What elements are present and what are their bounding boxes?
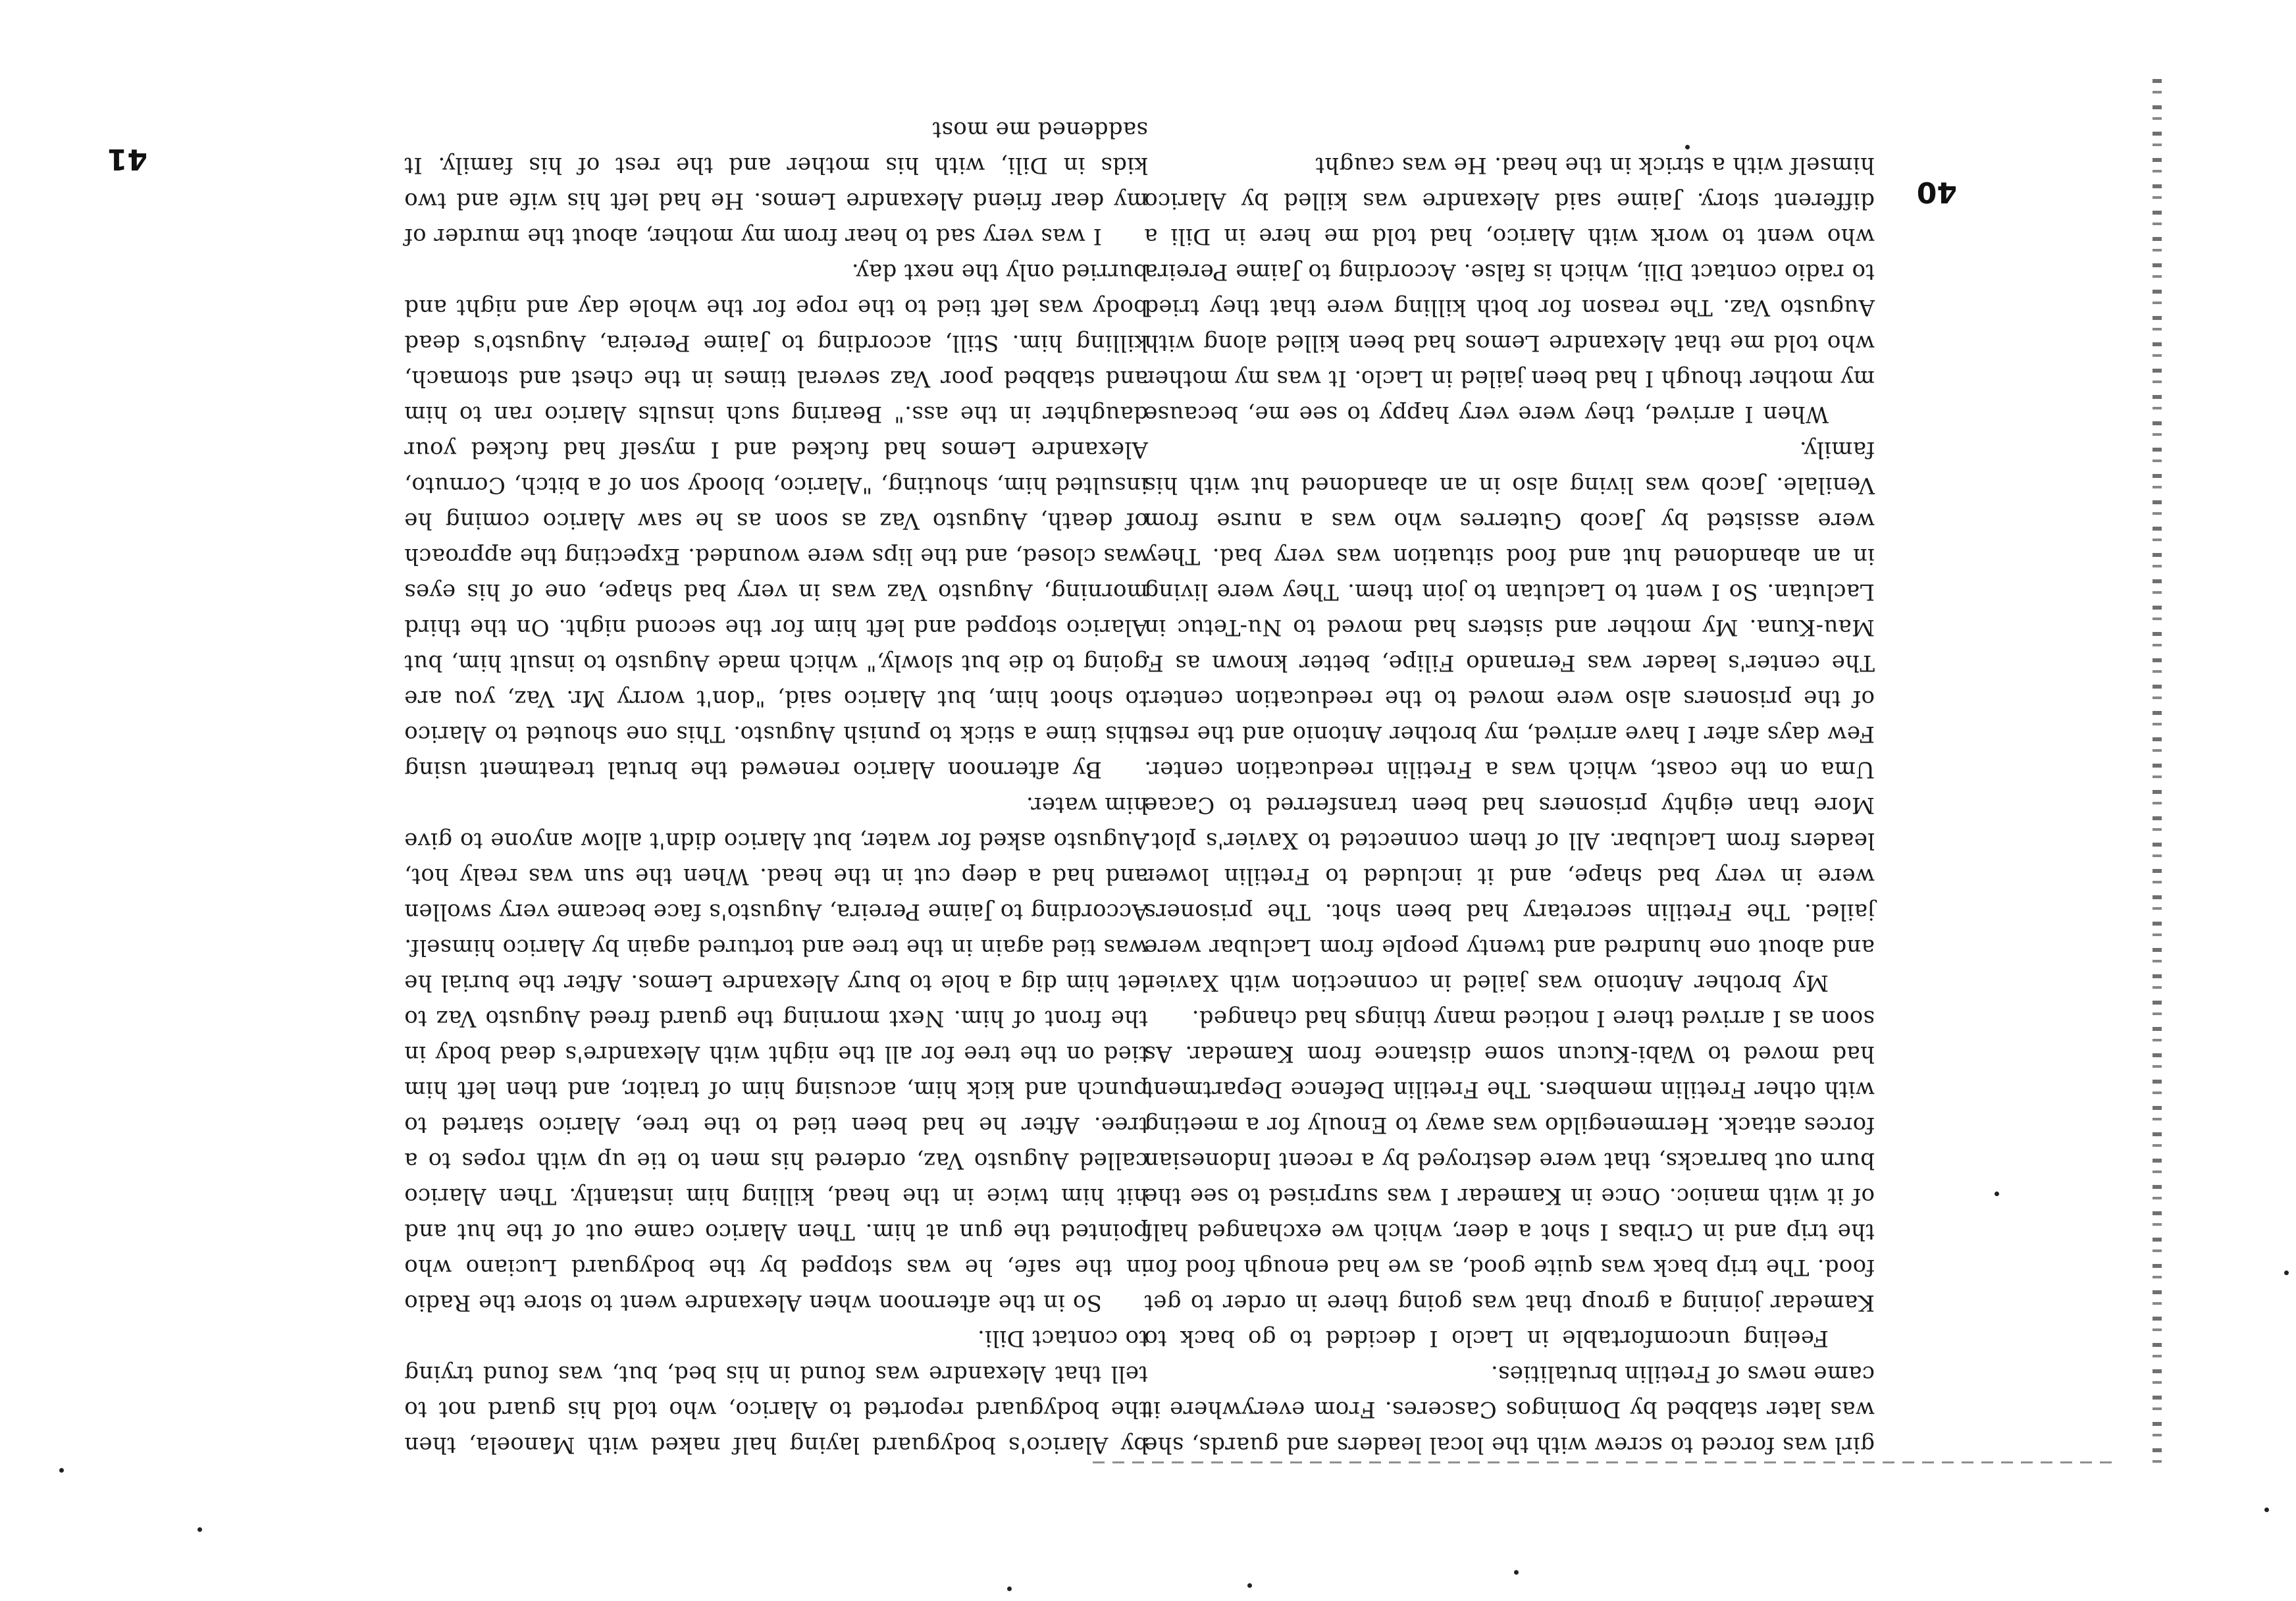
paragraph: girl was forced to screw with the local leaders and guards, she was later stabbed by Domingos Casceres. From everywhere it came news of Fretilin brutalities. [1144,1361,1875,1458]
paragraph: My brother Antonio was jailed in connection with Xavier and about one hundred and twenty people from Laclubar were jailed. The Fretilin secretary had been shot. The prisoners were in very bad shape, and it included to Fretilin lower leaders from Laclubar. All of them connected to Xavier's plot. More than eighty prisoners had been transferred to Cacae Uma on the coast, which was a Fretilin reeducation center. Few days after I have arrived, my brother Antonio and the rest of the prisoners also were moved to the reeducation center. The center's leader was Fernando Filipe, better known as F. Mau-Kuna. My mother and sisters had moved to Nu-Tetuc in Laclutan. So I went to Laclutan to join them. They were living in an abandoned hut and food situation was very bad. They were assisted by Jacob Guterres who was a nurse from Venilale. Jacob was living also in an abandoned hut with his family. [1144,436,1875,996]
page-number: 40 [1916,175,1957,209]
paragraph: By afternoon Alarico renewed the brutal treatment using this time a stick to punish Augusto. This one shouted to Alarico to shoot him, but Alarico said, "don't worry Mr. Vaz, you are going to die but slowly," which made Augusto to insult him, but Alarico stopped and left him for the second night. On the third morning, Augusto Vaz was in very bad shape, one of his eyes was closed, and the lips were wounded. Expecting the approach of death, Augusto Vaz as soon as he saw Alarico coming he insulted him, shouting, "Alarico, bloody son of a bitch, Cornuto, Alexandre Lemos had fucked and I myself had fucked your daughter in the ass." Bearing such insults Alarico ran to him and stabbed poor Vaz several times in the chest and stomach, killing him. Still, according to Jaime Pereira, Augusto's dead body was left tied to the rope for the whole day and night and burried only the next day. [404,259,1148,783]
page-40 [1144,0,2296,1601]
page-40-text [1144,147,1875,1463]
page-41-text [404,112,1148,1463]
paragraph: When I arrived, they were very happy to see me, because my mother though I had been jailed in Laclo. It was my mother who told me that Alexandre Lemos had been killed along with Augusto Vaz. The reason for both killing were that they tried to radio contact Dili, which is false. According to Jaime Pereira who went to work with Alarico, had told me here in Dili a different story. Jaime said Alexandre was killed by Alarico himself with a strick in the head. He was caught [1144,152,1875,427]
page-number: 41 [107,142,147,176]
paragraph: I was very sad to hear from my mother, about the murder of my dear friend Alexandre Lemos. He had left his wife and two kids in Dili, with his mother and the rest of his family. It saddened me most [404,117,1148,249]
paragraph: by Alarico's bodyguard laying half naked with Manoela, then the bodyguard reported to Alarico, who told his guard not to tell that Alexandre was found in his bed, but, was found trying to contact Dili. [404,1325,1148,1458]
paragraph: So in the afternoon when Alexandre went to store the Radio in the safe, he was stopped by the bodyguard Luciano who pointed the gun at him. Then Alarico came out of the hut and hit him twice in the head, killing him instantly. Then Alarico called Augusto Vaz, ordered his men to tie up with ropes to a tree. After he had been tied to the tree, Alarico started to punch and kick him, accusing him of traitor, and then left him tied on the tree for all the night with Alexandre's dead body in the front of him. Next morning the guard freed Augusto Vaz to let him dig a hole to bury Alexandre Lemos. After the burial he was tied again in the tree and tortured again by Alarico himself. According to Jaime Pereira, Augusto's face became very swollen and had a deep cut in the head. When the sun was realy hot, Augusto asked for water, but Alarico didn't allow anyone to give him water. [404,792,1148,1316]
paragraph: Feeling uncomfortable in Laclo I decided to go back to Kamedar joining a group that was going there in order to get food. The trip back was quite good, as we had enough food for the trip and in Cribas I shot a deer, which we exchanged half of it with manioc. Once in Kamedar I was surprised to see the burn out barracks, that were destroyed by a recent Indonesian forces attack. Hermenegildo was away to Enouly for a meeting with other Fretilin members. The Fretilin Defence Department had moved to Wabi-Kucun some distance from Kamedar. As soon as I arrived there I noticed many things had changed. [1144,1005,1875,1352]
